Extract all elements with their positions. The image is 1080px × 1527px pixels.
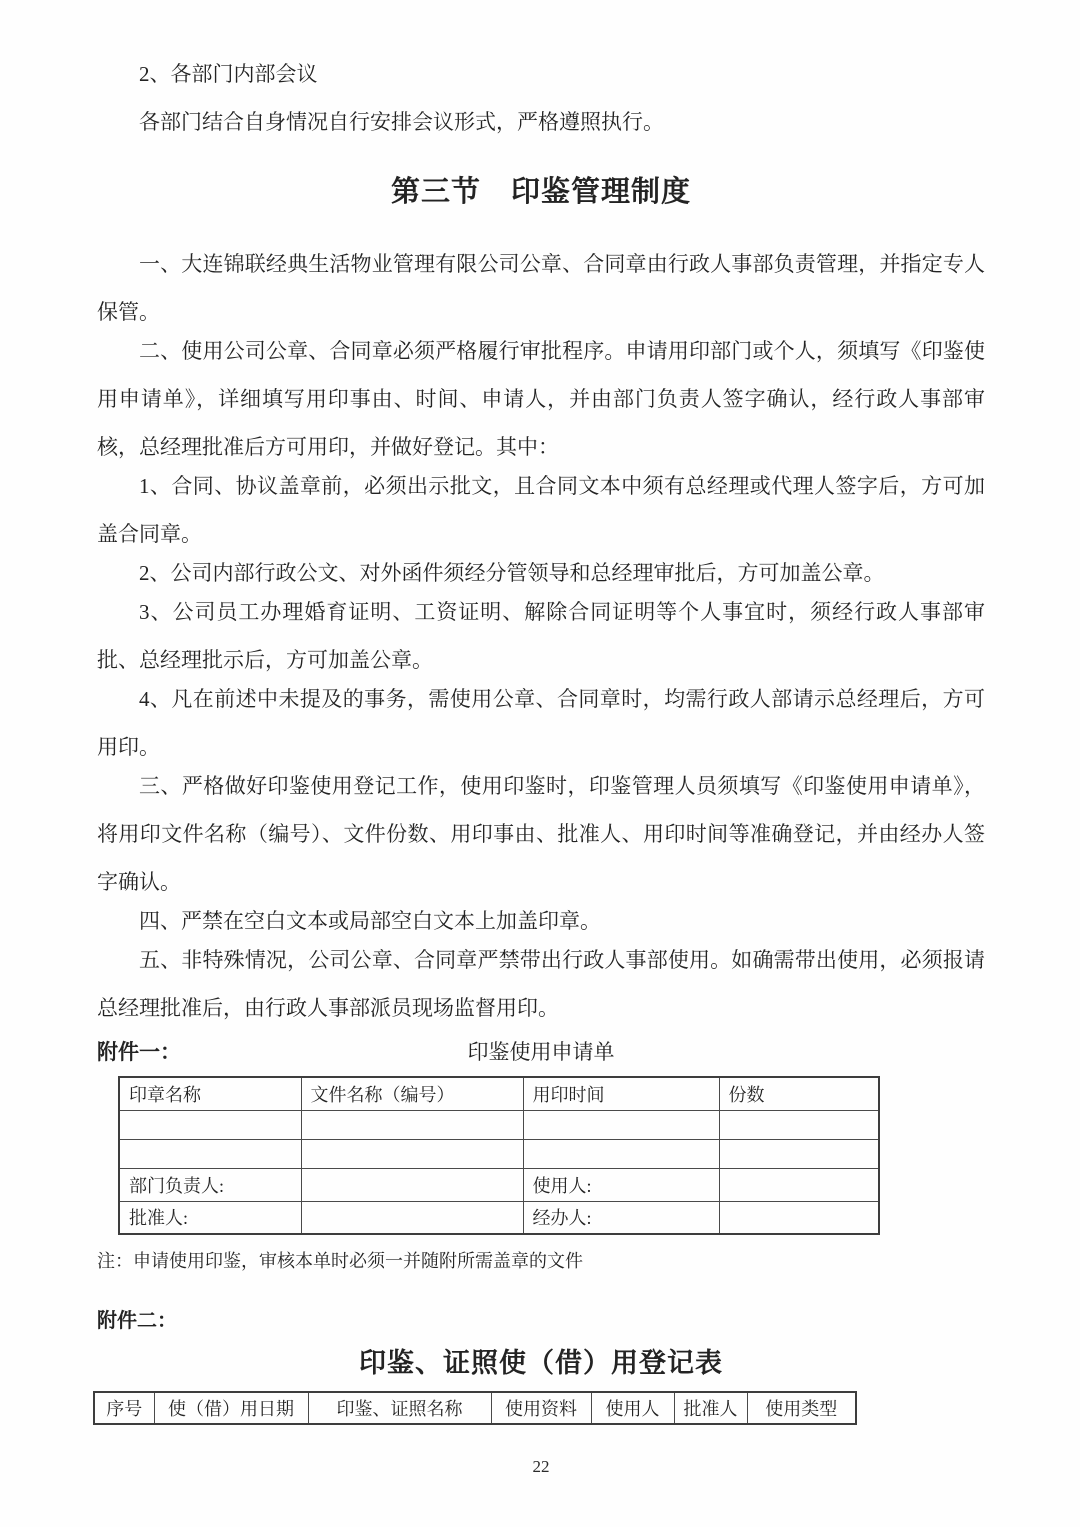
attachment1-label: 附件一： bbox=[97, 1040, 181, 1064]
table-row bbox=[119, 1139, 879, 1168]
table-cell bbox=[523, 1139, 719, 1168]
table-header-row bbox=[119, 1077, 879, 1110]
table-header-cell: 使用资料 bbox=[491, 1392, 591, 1424]
register-table bbox=[93, 1391, 857, 1425]
table-cell bbox=[523, 1110, 719, 1139]
body-text bbox=[97, 240, 985, 1032]
table-header-cell: 印鉴、证照名称 bbox=[308, 1392, 491, 1424]
table-header-cell: 批准人 bbox=[674, 1392, 747, 1424]
table-cell bbox=[719, 1201, 879, 1234]
table-cell bbox=[301, 1168, 523, 1201]
page-number: 22 bbox=[532, 1457, 550, 1476]
paragraph: 2、公司内部行政公文、对外函件须经分管领导和总经理审批后，方可加盖公章。 bbox=[139, 561, 885, 585]
table-header-cell: 用印时间 bbox=[523, 1077, 719, 1110]
section-title: 第三节 印鉴管理制度 bbox=[390, 176, 691, 208]
table-cell: 批准人: bbox=[119, 1201, 301, 1234]
table-header-cell: 使用人 bbox=[591, 1392, 674, 1424]
table-row bbox=[119, 1168, 879, 1201]
attachment2-title: 印鉴、证照使（借）用登记表 bbox=[359, 1348, 723, 1378]
paragraph: 1、合同、协议盖章前，必须出示批文，且合同文本中须有总经理或代理人签字后，方可加盖合同章。 bbox=[97, 474, 985, 546]
paragraph: 二、使用公司公章、合同章必须严格履行审批程序。申请用印部门或个人，须填写《印鉴使用申请单》，详细填写用印事由、时间、申请人，并由部门负责人签字确认，经行政人事部审核，总经理批准后方可用印，并做好登记。其中： bbox=[97, 339, 985, 459]
table-cell bbox=[719, 1110, 879, 1139]
table-header-cell: 使用类型 bbox=[747, 1392, 856, 1424]
table-cell bbox=[119, 1139, 301, 1168]
table-header-row bbox=[94, 1392, 856, 1424]
table-cell: 使用人: bbox=[523, 1168, 719, 1201]
paragraph: 三、严格做好印鉴使用登记工作，使用印鉴时，印鉴管理人员须填写《印鉴使用申请单》，将用印文件名称（编号）、文件份数、用印事由、批准人、用印时间等准确登记，并由经办人签字确认。 bbox=[97, 774, 985, 894]
intro-block bbox=[97, 50, 985, 146]
table-row bbox=[119, 1201, 879, 1234]
paragraph: 3、公司员工办理婚育证明、工资证明、解除合同证明等个人事宜时，须经行政人事部审批、总经理批示后，方可加盖公章。 bbox=[97, 600, 985, 672]
table-cell bbox=[719, 1168, 879, 1201]
table-note: 注：申请使用印鉴，审核本单时必须一并随附所需盖章的文件 bbox=[97, 1251, 583, 1271]
attachment1-header-row bbox=[97, 1034, 985, 1070]
table-cell bbox=[719, 1139, 879, 1168]
attachment2-label: 附件二： bbox=[97, 1310, 177, 1332]
table-cell bbox=[119, 1110, 301, 1139]
table-cell: 部门负责人: bbox=[119, 1168, 301, 1201]
paragraph: 4、凡在前述中未提及的事务，需使用公章、合同章时，均需行政人部请示总经理后，方可用印。 bbox=[97, 687, 985, 759]
paragraph: 四、严禁在空白文本或局部空白文本上加盖印章。 bbox=[139, 909, 601, 933]
intro-line: 各部门结合自身情况自行安排会议形式，严格遵照执行。 bbox=[139, 110, 664, 134]
table-header-cell: 文件名称（编号） bbox=[301, 1077, 523, 1110]
paragraph: 一、大连锦联经典生活物业管理有限公司公章、合同章由行政人事部负责管理，并指定专人保管。 bbox=[97, 252, 985, 324]
table-cell bbox=[301, 1110, 523, 1139]
table-row bbox=[119, 1110, 879, 1139]
table-cell: 经办人: bbox=[523, 1201, 719, 1234]
attachment1-title: 印鉴使用申请单 bbox=[467, 1040, 615, 1064]
table-cell bbox=[301, 1139, 523, 1168]
table-header-cell: 份数 bbox=[719, 1077, 879, 1110]
table-cell bbox=[301, 1201, 523, 1234]
intro-item: 2、各部门内部会议 bbox=[139, 62, 318, 86]
paragraph: 五、非特殊情况，公司公章、合同章严禁带出行政人事部使用。如确需带出使用，必须报请总经理批准后，由行政人事部派员现场监督用印。 bbox=[97, 948, 985, 1020]
table-header-cell: 使（借）用日期 bbox=[154, 1392, 308, 1424]
seal-application-table bbox=[118, 1076, 880, 1235]
table-header-cell: 印章名称 bbox=[119, 1077, 301, 1110]
table-header-cell: 序号 bbox=[94, 1392, 154, 1424]
